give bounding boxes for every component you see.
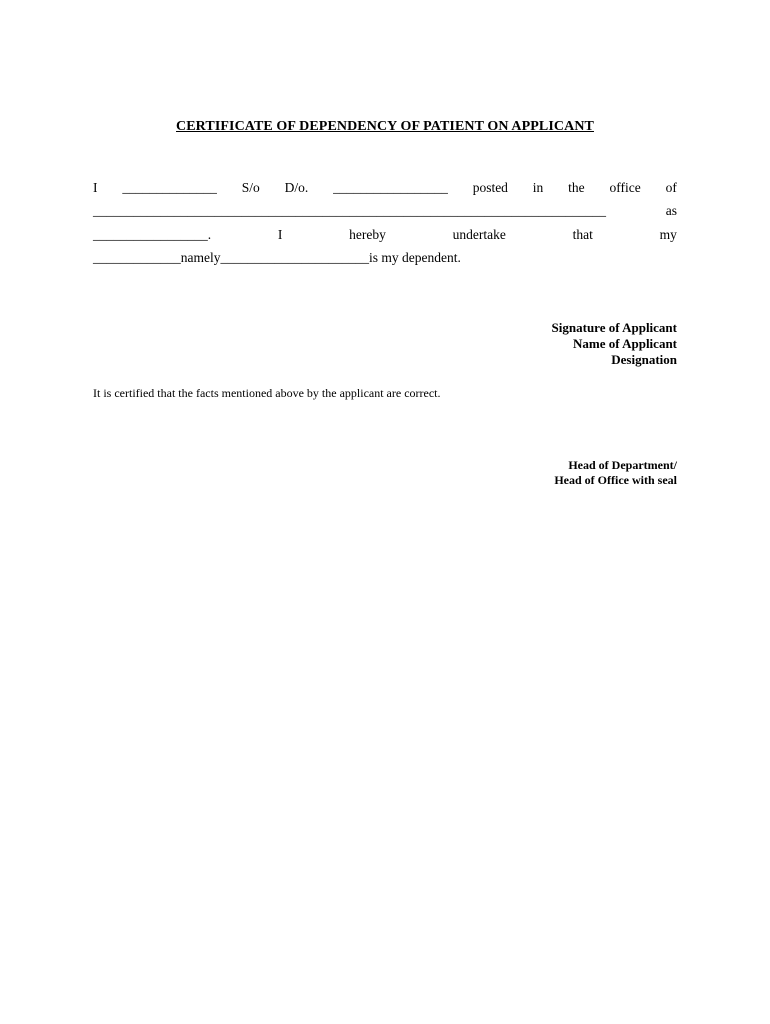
word: that [572,227,593,242]
body-line-4 [93,250,677,268]
applicant-signature-block [552,320,677,368]
head-of-department-label: Head of Department/ [568,458,677,472]
parent-blank: _________________ [333,180,448,195]
document-title: CERTIFICATE OF DEPENDENCY OF PATIENT ON APPLICANT [176,119,594,134]
word: as [665,203,677,218]
dependent-text: _____________namely______________________is my dependent. [93,250,461,265]
body-line-1 [93,180,677,198]
body-line-3 [93,227,677,245]
body-line-2 [93,203,677,221]
word: I [277,227,283,242]
designation-blank: _________________. [93,227,212,242]
word: I [93,180,98,195]
signature-label: Signature of Applicant [551,320,677,335]
word: in [532,180,544,195]
word: office [609,180,641,195]
name-blank: ______________ [122,180,217,195]
word: the [568,180,585,195]
word: of [665,180,677,195]
certification-statement: It is certified that the facts mentioned above by the applicant are correct. [93,386,441,400]
head-signature-block [554,458,677,487]
word: S/o [241,180,260,195]
word: undertake [452,227,506,242]
head-of-office-label: Head of Office with seal [554,472,677,487]
word: posted [472,180,508,195]
word: hereby [349,227,386,242]
office-blank: ____________________________________________________________________________ [93,203,606,218]
name-label: Name of Applicant [573,336,677,351]
word: D/o. [284,180,309,195]
designation-label: Designation [611,352,677,367]
word: my [659,227,677,242]
